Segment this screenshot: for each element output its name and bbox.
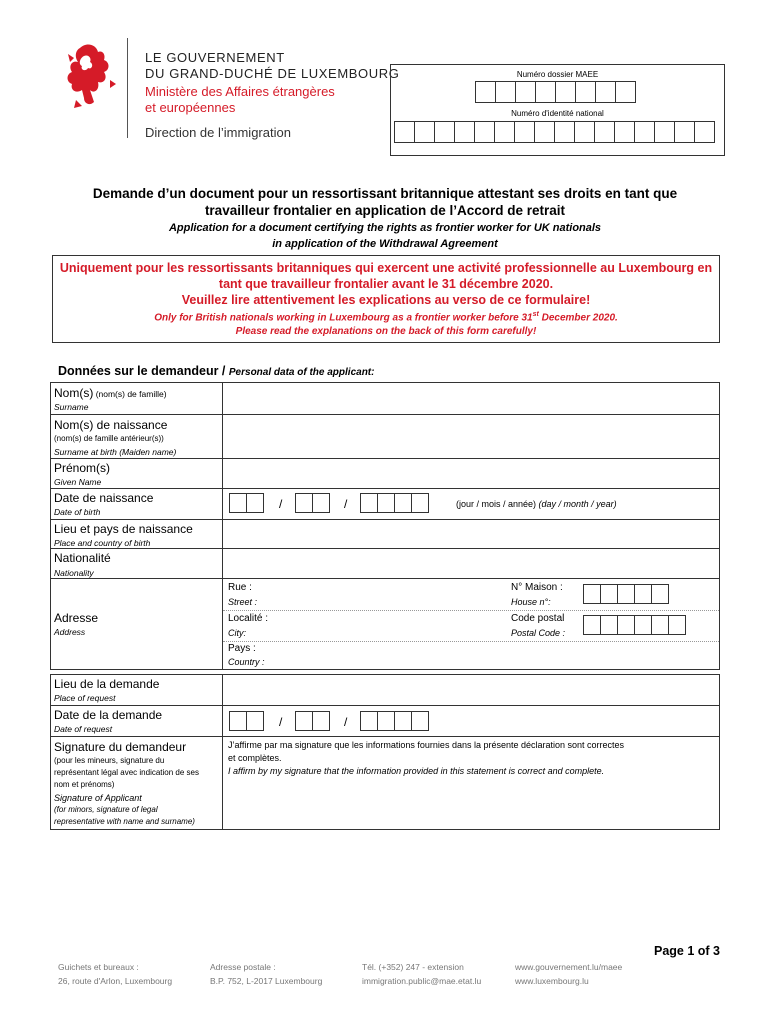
birth-year-cells[interactable] bbox=[361, 493, 429, 513]
signature-statement-en: I affirm by my signature that the information provided in this statement is correct and complete. bbox=[228, 766, 605, 776]
request-place-label-en: Place of request bbox=[54, 693, 116, 703]
address-label: Adresse bbox=[54, 611, 99, 625]
postal-code-label: Code postal bbox=[511, 613, 565, 624]
signature-note-line2: représentant légal avec indication de ses bbox=[54, 768, 199, 777]
given-name-label: Prénom(s) bbox=[54, 461, 111, 475]
country-label: Pays : bbox=[228, 643, 256, 654]
address-label-en: Address bbox=[54, 627, 86, 637]
request-place-input[interactable] bbox=[223, 675, 719, 705]
footer-offices: Guichets et bureaux : 26, route d'Arlon, Luxembourg bbox=[58, 962, 173, 986]
signature-note-line1: (pour les mineurs, signature du bbox=[54, 756, 165, 765]
ministry-name-line1: Ministère des Affaires étrangères bbox=[145, 84, 335, 99]
birth-date-label: Date de naissance bbox=[54, 491, 154, 505]
signature-note-en-line2: representative with name and surname) bbox=[54, 817, 195, 826]
national-id-cells[interactable] bbox=[395, 121, 715, 143]
street-field-divider bbox=[223, 610, 719, 611]
date-format-hint: (jour / mois / année) (day / month / year) bbox=[456, 499, 617, 509]
birth-place-label: Lieu et pays de naissance bbox=[54, 522, 193, 536]
dossier-number-cells[interactable] bbox=[476, 81, 636, 103]
birth-date-row bbox=[51, 488, 719, 520]
surname-input[interactable] bbox=[223, 383, 719, 414]
nationality-label: Nationalité bbox=[54, 551, 111, 565]
birth-month-cells[interactable] bbox=[296, 493, 330, 513]
request-data-table bbox=[50, 674, 720, 830]
form-title-en-line1: Application for a document certifying the rights as frontier worker for UK nationals bbox=[168, 222, 602, 234]
date-separator: / bbox=[344, 497, 348, 511]
request-place-row bbox=[51, 675, 719, 705]
birth-name-row bbox=[51, 414, 719, 459]
city-label: Localité : bbox=[228, 613, 269, 624]
signature-area[interactable] bbox=[223, 779, 719, 829]
applicant-data-table bbox=[50, 382, 720, 670]
birth-place-label-en: Place and country of birth bbox=[54, 538, 151, 548]
notice-fr-line2: tant que travailleur frontalier avant le 31 décembre 2020. bbox=[218, 277, 554, 291]
footer-websites: www.gouvernement.lu/maee www.luxembourg.lu bbox=[515, 962, 623, 986]
given-name-label-en: Given Name bbox=[54, 477, 102, 487]
city-field-divider bbox=[223, 641, 719, 642]
signature-statement-fr-line2: et complètes. bbox=[228, 753, 282, 763]
header-divider bbox=[127, 38, 128, 138]
request-month-cells[interactable] bbox=[296, 711, 330, 731]
birth-name-note: (nom(s) de famille antérieur(s)) bbox=[54, 434, 164, 443]
footer-postal-address: Adresse postale : B.P. 752, L-2017 Luxembourg bbox=[210, 962, 323, 986]
section-title: Données sur le demandeur / Personal data of the applicant: bbox=[58, 364, 375, 378]
nationality-row bbox=[51, 548, 719, 579]
request-place-label: Lieu de la demande bbox=[54, 677, 160, 691]
birth-name-label: Nom(s) de naissance bbox=[54, 418, 168, 432]
signature-row bbox=[51, 736, 719, 830]
city-label-en: City: bbox=[228, 628, 246, 638]
signature-note-line3: nom et prénoms) bbox=[54, 780, 115, 789]
file-number-box bbox=[390, 64, 725, 156]
signature-note-en-line1: (for minors, signature of legal bbox=[54, 805, 158, 814]
signature-label: Signature du demandeur bbox=[54, 740, 187, 754]
page-number: Page 1 of 3 bbox=[654, 944, 720, 958]
surname-label-en: Surname bbox=[54, 402, 89, 412]
request-year-cells[interactable] bbox=[361, 711, 429, 731]
given-name-row bbox=[51, 458, 719, 489]
government-name-line2: DU GRAND-DUCHÉ DE LUXEMBOURG bbox=[145, 66, 400, 81]
request-day-cells[interactable] bbox=[230, 711, 264, 731]
government-name-line1: LE GOUVERNEMENT bbox=[145, 50, 285, 65]
house-number-label: N° Maison : bbox=[511, 582, 563, 593]
birth-name-label-en: Surname at birth (Maiden name) bbox=[54, 447, 177, 457]
postal-code-label-en: Postal Code : bbox=[511, 628, 566, 638]
street-label: Rue : bbox=[228, 582, 252, 593]
notice-en-line2: Please read the explanations on the back of this form carefully! bbox=[235, 326, 537, 337]
surname-label: Nom(s) (nom(s) de famille) bbox=[54, 386, 167, 400]
date-separator: / bbox=[279, 715, 283, 729]
postal-code-cells[interactable] bbox=[584, 615, 686, 635]
birth-day-cells[interactable] bbox=[230, 493, 264, 513]
form-title-en-line2: in application of the Withdrawal Agreement bbox=[272, 238, 498, 250]
notice-en-line1: Only for British nationals working in Luxembourg as a frontier worker before 31st December 2020. bbox=[154, 311, 618, 324]
birth-date-label-en: Date of birth bbox=[54, 507, 101, 517]
birth-place-row bbox=[51, 519, 719, 549]
surname-row bbox=[51, 383, 719, 414]
birth-place-input[interactable] bbox=[223, 520, 719, 549]
form-title-fr-line1: Demande d’un document pour un ressortissant britannique attestant ses droits en tant que bbox=[92, 186, 678, 201]
address-row bbox=[51, 578, 719, 670]
signature-statement-fr-line1: J’affirme par ma signature que les informations fournies dans la présente déclaration sont correctes bbox=[228, 740, 625, 750]
notice-fr-line3: Veuillez lire attentivement les explications au verso de ce formulaire! bbox=[181, 293, 591, 307]
ministry-name-line2: et européennes bbox=[145, 100, 236, 115]
footer-contact: Tél. (+352) 247 - extension immigration.public@mae.etat.lu bbox=[362, 962, 482, 986]
eligibility-notice bbox=[52, 255, 720, 343]
form-title-fr-line2: travailleur frontalier en application de l’Accord de retrait bbox=[204, 203, 566, 218]
direction-name: Direction de l’immigration bbox=[145, 125, 291, 140]
nationality-label-en: Nationality bbox=[54, 568, 94, 578]
dossier-number-label: Numéro dossier MAEE bbox=[516, 70, 599, 79]
nationality-input[interactable] bbox=[223, 549, 719, 579]
request-date-row bbox=[51, 705, 719, 737]
luxembourg-lion-logo-icon bbox=[60, 40, 120, 112]
house-number-cells[interactable] bbox=[584, 584, 669, 604]
signature-label-en: Signature of Applicant bbox=[54, 793, 142, 803]
request-date-label-en: Date of request bbox=[54, 724, 113, 734]
request-date-label: Date de la demande bbox=[54, 708, 163, 722]
date-separator: / bbox=[279, 497, 283, 511]
national-id-label: Numéro d'identité national bbox=[511, 109, 604, 118]
notice-fr-line1: Uniquement pour les ressortissants britanniques qui exercent une activité professionnelle au Luxembourg en bbox=[59, 261, 713, 275]
country-label-en: Country : bbox=[228, 657, 265, 667]
house-number-label-en: House n°: bbox=[511, 597, 551, 607]
street-label-en: Street : bbox=[228, 597, 258, 607]
date-separator: / bbox=[344, 715, 348, 729]
birth-name-input[interactable] bbox=[223, 415, 719, 459]
given-name-input[interactable] bbox=[223, 459, 719, 489]
